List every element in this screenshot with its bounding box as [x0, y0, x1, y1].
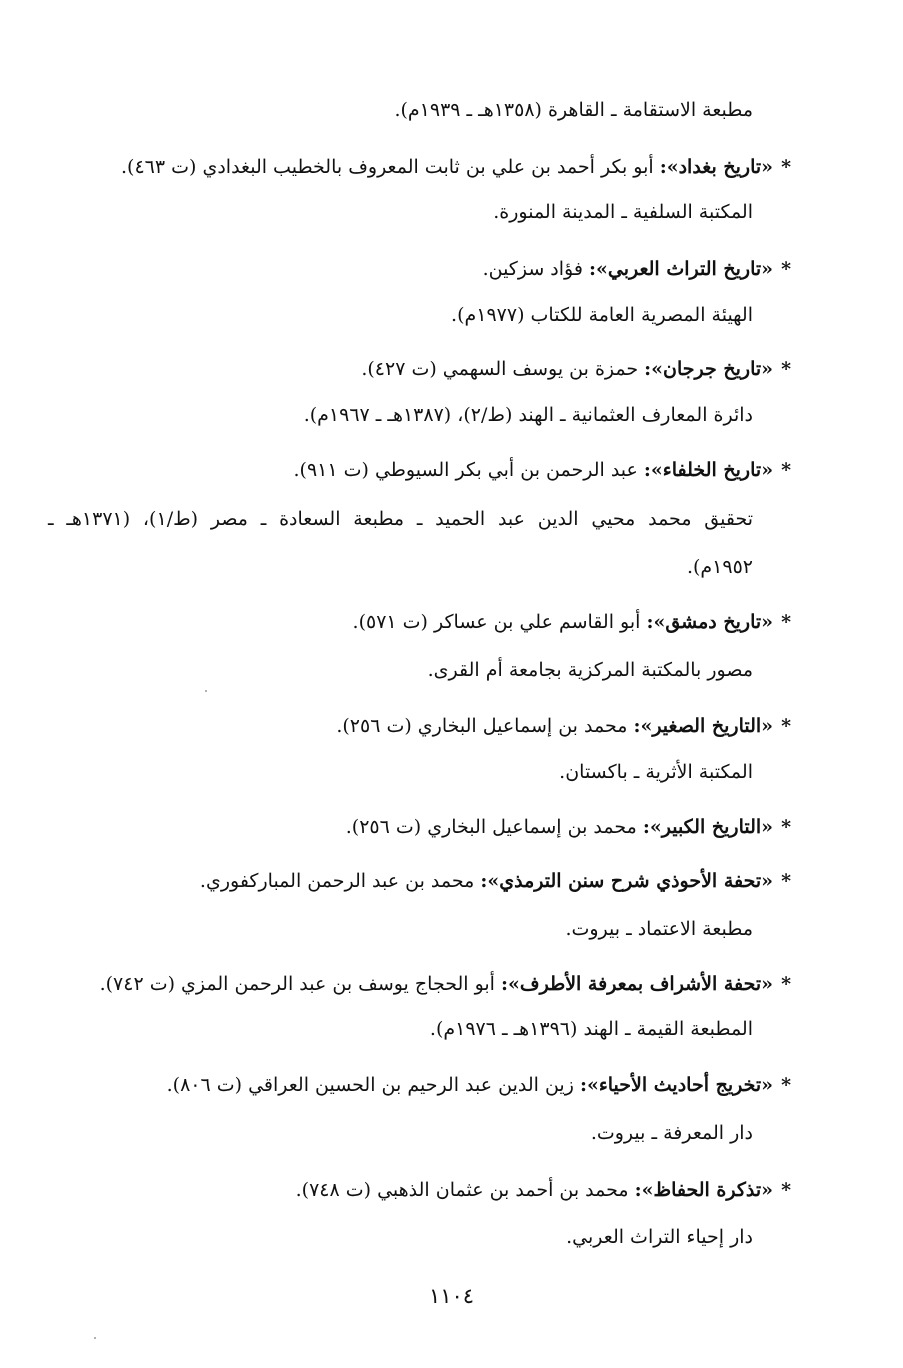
entry-star-marker: *: [781, 1179, 791, 1201]
entry-author: فؤاد سزكين.: [482, 258, 589, 280]
entry-title: «تاريخ بغداد»:: [659, 156, 774, 178]
publisher-line: دائرة المعارف العثمانية ـ الهند (ط/٢)، (١٣٨٧هـ ـ ١٩٦٧م).: [303, 404, 753, 426]
entry-author: محمد بن عبد الرحمن المباركفوري.: [199, 870, 481, 892]
entry-author: أبو بكر أحمد بن علي بن ثابت المعروف بالخطيب البغدادي (ت ٤٦٣).: [121, 156, 660, 178]
bibliography-entry: [100, 969, 791, 999]
entry-star-marker: *: [781, 611, 791, 633]
entry-author: أبو القاسم علي بن عساكر (ت ٥٧١).: [352, 611, 647, 633]
entry-star-marker: *: [781, 816, 791, 838]
entry-author: أبو الحجاج يوسف بن عبد الرحمن المزي (ت ٧٤٢).: [99, 973, 501, 995]
bibliography-entry: [296, 1175, 791, 1205]
page-number: ١١٠٤: [428, 1284, 475, 1308]
bibliography-entry: [121, 152, 791, 182]
entry-title: «تخريج أحاديث الأحياء»:: [579, 1074, 774, 1096]
entry-title: «تحفة الأحوذي شرح سنن الترمذي»:: [480, 870, 774, 892]
entry-title: «تذكرة الحفاظ»:: [634, 1179, 774, 1201]
bibliography-entry: [361, 354, 791, 384]
entry-author: محمد بن أحمد بن عثمان الذهبي (ت ٧٤٨).: [295, 1179, 635, 1201]
entry-title: «التاريخ الصغير»:: [633, 715, 774, 737]
entry-title: «تاريخ جرجان»:: [644, 358, 774, 380]
entry-title: «تحفة الأشراف بمعرفة الأطرف»:: [501, 973, 774, 995]
entry-author: محمد بن إسماعيل البخاري (ت ٢٥٦).: [336, 715, 634, 737]
entry-title: «تاريخ التراث العربي»:: [588, 258, 774, 280]
entry-star-marker: *: [781, 258, 791, 280]
entry-author: عبد الرحمن بن أبي بكر السيوطي (ت ٩١١).: [293, 459, 644, 481]
entry-title: «تاريخ الخلفاء»:: [643, 459, 774, 481]
bibliography-entry: [200, 866, 791, 896]
publisher-line-continued: ١٩٥٢م).: [686, 556, 753, 578]
bibliography-entry: [167, 1070, 791, 1100]
publisher-line: مطبعة الاعتماد ـ بيروت.: [565, 918, 753, 940]
bibliography-entry: [336, 711, 791, 741]
entry-title: «التاريخ الكبير»:: [642, 816, 774, 838]
entry-author: زين الدين عبد الرحيم بن الحسين العراقي (ت ٨٠٦).: [166, 1074, 580, 1096]
publisher-line: تحقيق محمد محيي الدين عبد الحميد ـ مطبعة السعادة ـ مصر (ط/١)، (١٣٧١هـ ـ: [48, 508, 754, 530]
publisher-line: مطبعة الاستقامة ـ القاهرة (١٣٥٨هـ ـ ١٩٣٩م).: [394, 99, 753, 121]
bibliography-entry: [353, 607, 791, 637]
scan-speck: [205, 690, 207, 692]
publisher-line: دار إحياء التراث العربي.: [566, 1226, 753, 1248]
publisher-line: الهيئة المصرية العامة للكتاب (١٩٧٧م).: [451, 304, 753, 326]
entry-title: «تاريخ دمشق»:: [646, 611, 774, 633]
publisher-line: دار المعرفة ـ بيروت.: [590, 1122, 753, 1144]
publisher-line: المكتبة الأثرية ـ باكستان.: [559, 761, 753, 783]
entry-author: محمد بن إسماعيل البخاري (ت ٢٥٦).: [345, 816, 643, 838]
entry-star-marker: *: [781, 459, 791, 481]
entry-star-marker: *: [781, 358, 791, 380]
publisher-line: المطبعة القيمة ـ الهند (١٣٩٦هـ ـ ١٩٧٦م).: [429, 1018, 753, 1040]
entry-star-marker: *: [781, 1074, 791, 1096]
scan-speck: [94, 1337, 96, 1339]
entry-star-marker: *: [781, 156, 791, 178]
entry-author: حمزة بن يوسف السهمي (ت ٤٢٧).: [361, 358, 645, 380]
entry-star-marker: *: [781, 973, 791, 995]
publisher-line: المكتبة السلفية ـ المدينة المنورة.: [493, 201, 753, 223]
entry-star-marker: *: [781, 715, 791, 737]
bibliography-entry: [483, 254, 791, 284]
bibliography-entry: [346, 812, 791, 842]
publisher-line: مصور بالمكتبة المركزية بجامعة أم القرى.: [427, 659, 753, 681]
bibliography-entry: [293, 455, 791, 485]
entry-star-marker: *: [781, 870, 791, 892]
